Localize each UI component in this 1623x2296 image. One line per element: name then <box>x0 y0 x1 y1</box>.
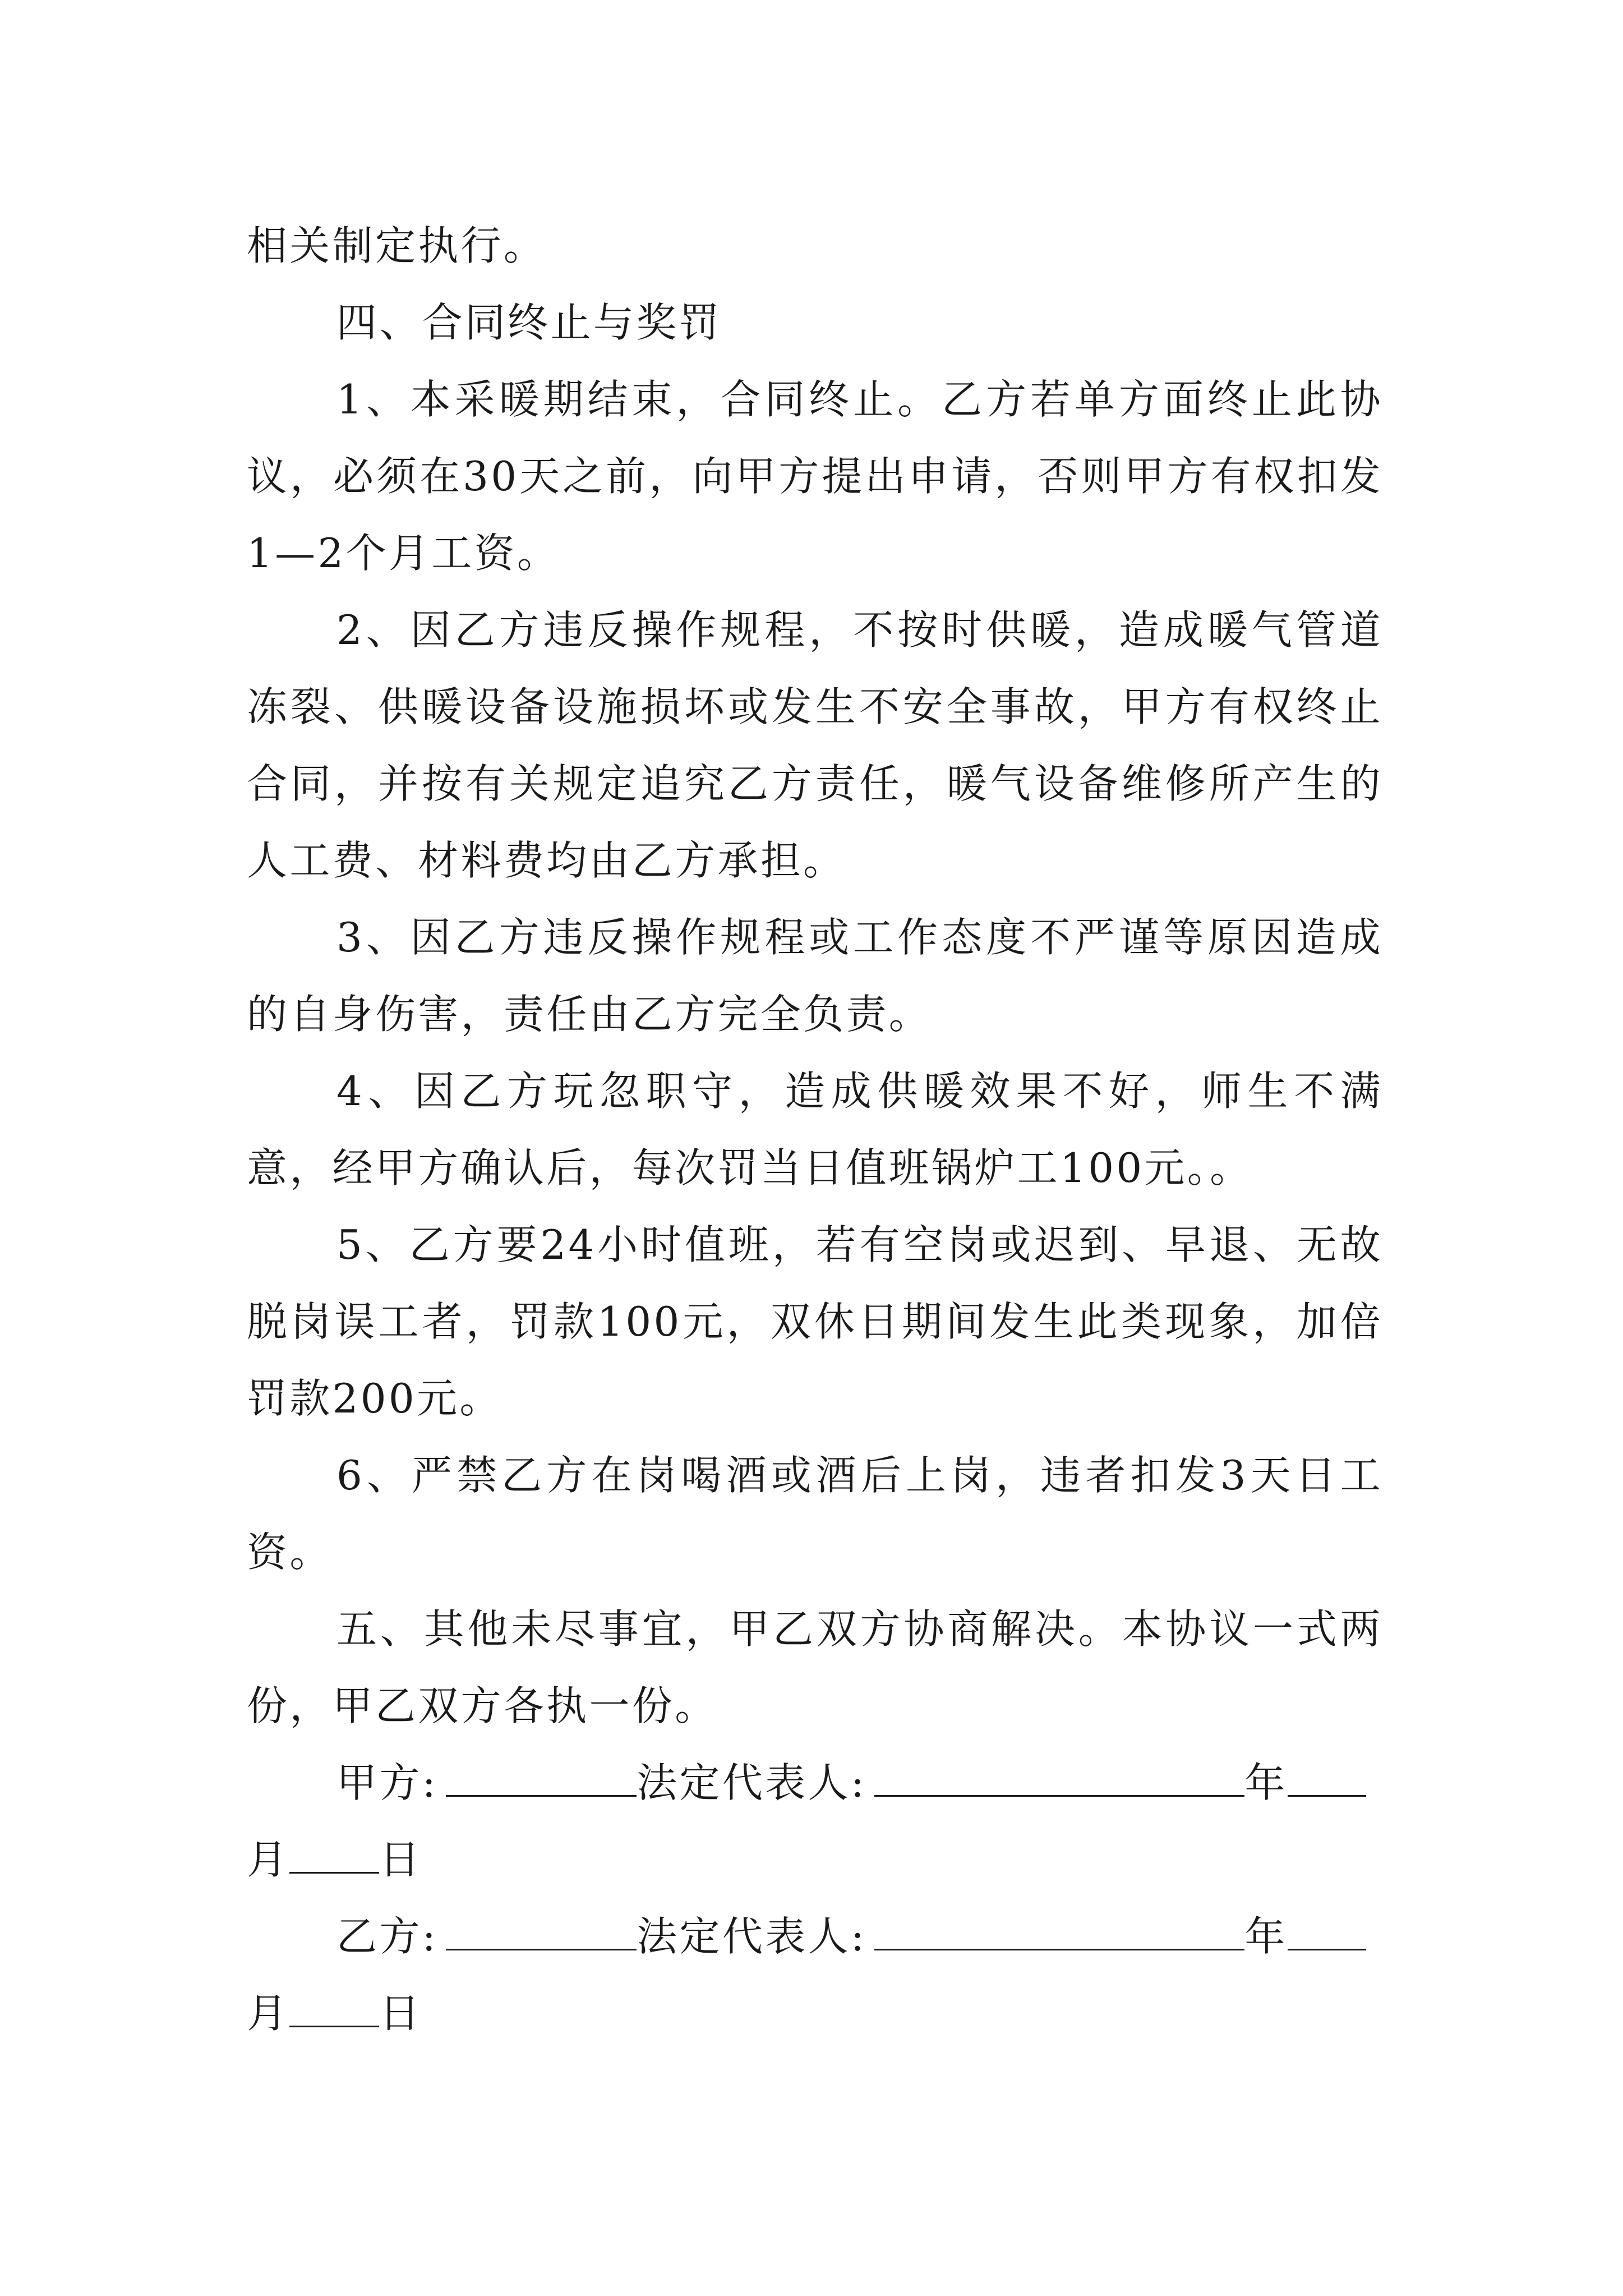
party-b-rep-blank[interactable] <box>874 1916 1244 1950</box>
document-body <box>247 208 1383 2052</box>
signature-line-party-b <box>247 1898 1383 1975</box>
paragraph-continuation: 相关制定执行。 <box>247 222 547 269</box>
clause-3: 3、因乙方违反操作规程或工作态度不严谨等原因造成的自身伤害，责任由乙方完全负责。 <box>247 914 1383 1038</box>
clause-2: 2、因乙方违反操作规程，不按时供暖，造成暖气管道冻裂、供暖设备设施损坏或发生不安全事故，甲方有权终止合同，并按有关规定追究乙方责任，暖气设备维修所产生的人工费、材料费均由乙方承担。 <box>247 606 1383 884</box>
clause-6: 6、严禁乙方在岗喝酒或酒后上岗，违者扣发3天日工资。 <box>247 1452 1383 1576</box>
party-b-year-blank[interactable] <box>1288 1916 1366 1950</box>
section-other-matters: 五、其他未尽事宜，甲乙双方协商解决。本协议一式两份，甲乙双方各执一份。 <box>247 1605 1383 1729</box>
party-a-day-label: 日 <box>379 1836 422 1883</box>
party-b-month-label: 月 <box>247 1990 290 2037</box>
party-a-year-label: 年 <box>1244 1759 1288 1806</box>
party-a-year-blank[interactable] <box>1288 1763 1366 1797</box>
party-a-label: 甲方: <box>336 1759 439 1806</box>
party-b-name-blank[interactable] <box>446 1916 637 1950</box>
party-b-rep-label: 法定代表人: <box>637 1913 867 1960</box>
party-a-rep-label: 法定代表人: <box>637 1759 867 1806</box>
clause-5: 5、乙方要24小时值班，若有空岗或迟到、早退、无故脱岗误工者，罚款100元，双休日期间发生此类现象，加倍罚款200元。 <box>247 1221 1383 1422</box>
party-a-month-label: 月 <box>247 1836 290 1883</box>
party-a-month-blank[interactable] <box>289 1839 379 1874</box>
party-b-label: 乙方: <box>336 1913 439 1960</box>
signature-date-party-a <box>247 1821 1383 1898</box>
clause-4: 4、因乙方玩忽职守，造成供暖效果不好，师生不满意，经甲方确认后，每次罚当日值班锅炉工100元。。 <box>247 1068 1383 1191</box>
party-b-day-label: 日 <box>379 1990 422 2037</box>
clause-1: 1、本采暖期结束，合同终止。乙方若单方面终止此协议，必须在30天之前，向甲方提出申请，否则甲方有权扣发1—2个月工资。 <box>247 376 1383 577</box>
section-heading-termination: 四、合同终止与奖罚 <box>336 299 722 346</box>
party-b-month-blank[interactable] <box>289 1993 379 2027</box>
signature-line-party-a <box>247 1745 1383 1821</box>
party-a-name-blank[interactable] <box>446 1763 637 1797</box>
party-a-rep-blank[interactable] <box>874 1763 1244 1797</box>
party-b-year-label: 年 <box>1244 1913 1288 1960</box>
signature-date-party-b <box>247 1975 1383 2052</box>
